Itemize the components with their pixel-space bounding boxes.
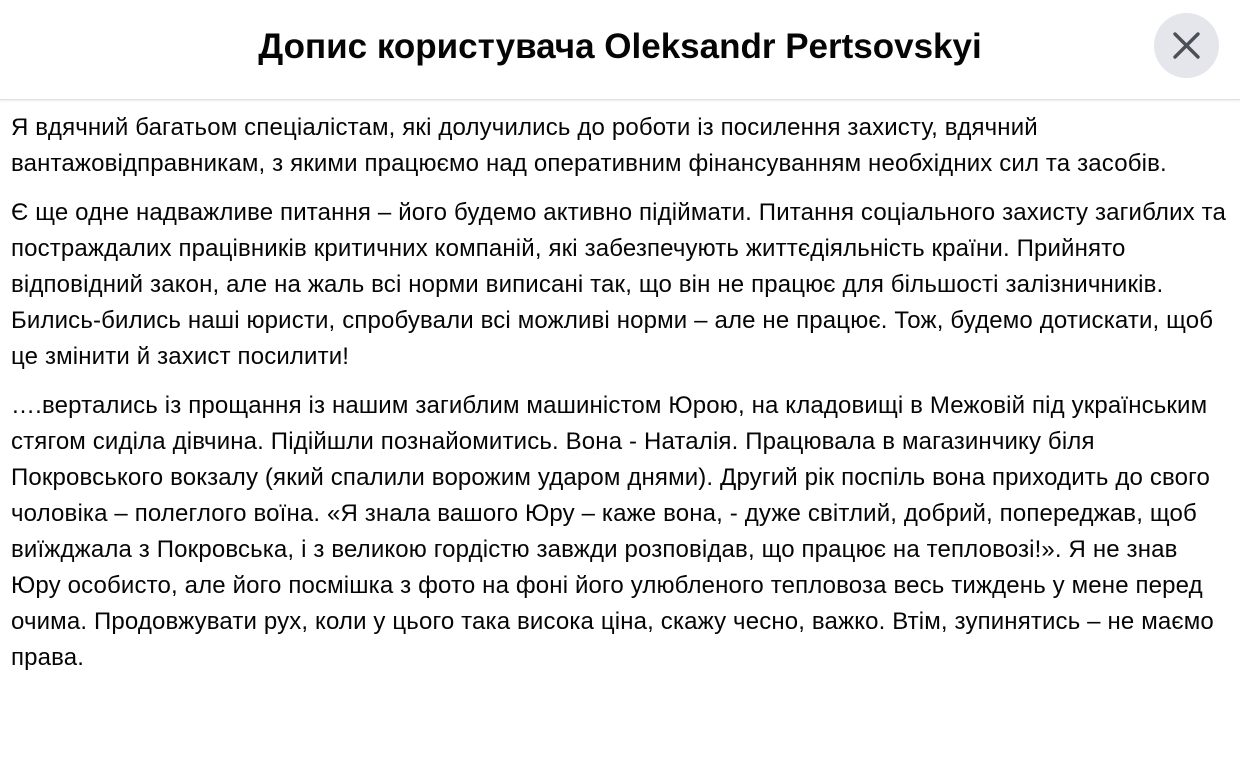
close-icon [1172,31,1201,60]
post-paragraph: Є ще одне надважливе питання – його будемо активно підіймати. Питання соціального захисту загиблих та постраждалих працівників критичних компаній, які забезпечують життєдіяльність країни. Прийнято відповідний закон, але на жаль всі норми виписані так, що він не працює для більшості залізничників. Бились-бились наші юристи, спробували всі можливі норми – але не працює. Тож, будемо дотискати, щоб це змінити й захист посилити! [11,199,1226,370]
post-body [11,110,1231,689]
close-button[interactable] [1154,13,1219,78]
post-paragraph: ….вертались із прощання із нашим загиблим машиністом Юрою, на кладовищі в Межовій під українським стягом сиділа дівчина. Підійшли познайомитись. Вона - Наталія. Працювала в магазинчику біля Покровського вокзалу (який спалили ворожим ударом днями). Другий рік поспіль вона приходить до свого чоловіка – полеглого воїна. «Я знала вашого Юру – каже вона, - дуже світлий, добрий, попереджав, щоб виїжджала з Покровська, і з великою гордістю завжди розповідав, що працює на тепловозі!». Я не знав Юру особисто, але його посмішка з фото на фоні його улюбленого тепловоза весь тиждень у мене перед очима. Продовжувати рух, коли у цього така висока ціна, скажу чесно, важко. Втім, зупинятись – не маємо права. [11,392,1214,671]
dialog-title: Допис користувача Oleksandr Pertsovskyi [258,27,982,66]
dialog-header [0,0,1240,100]
post-paragraph: Я вдячний багатьом спеціалістам, які долучились до роботи із посилення захисту, вдячний вантажовідправникам, з якими працюємо над оперативним фінансуванням необхідних сил та засобів. [11,114,1167,177]
